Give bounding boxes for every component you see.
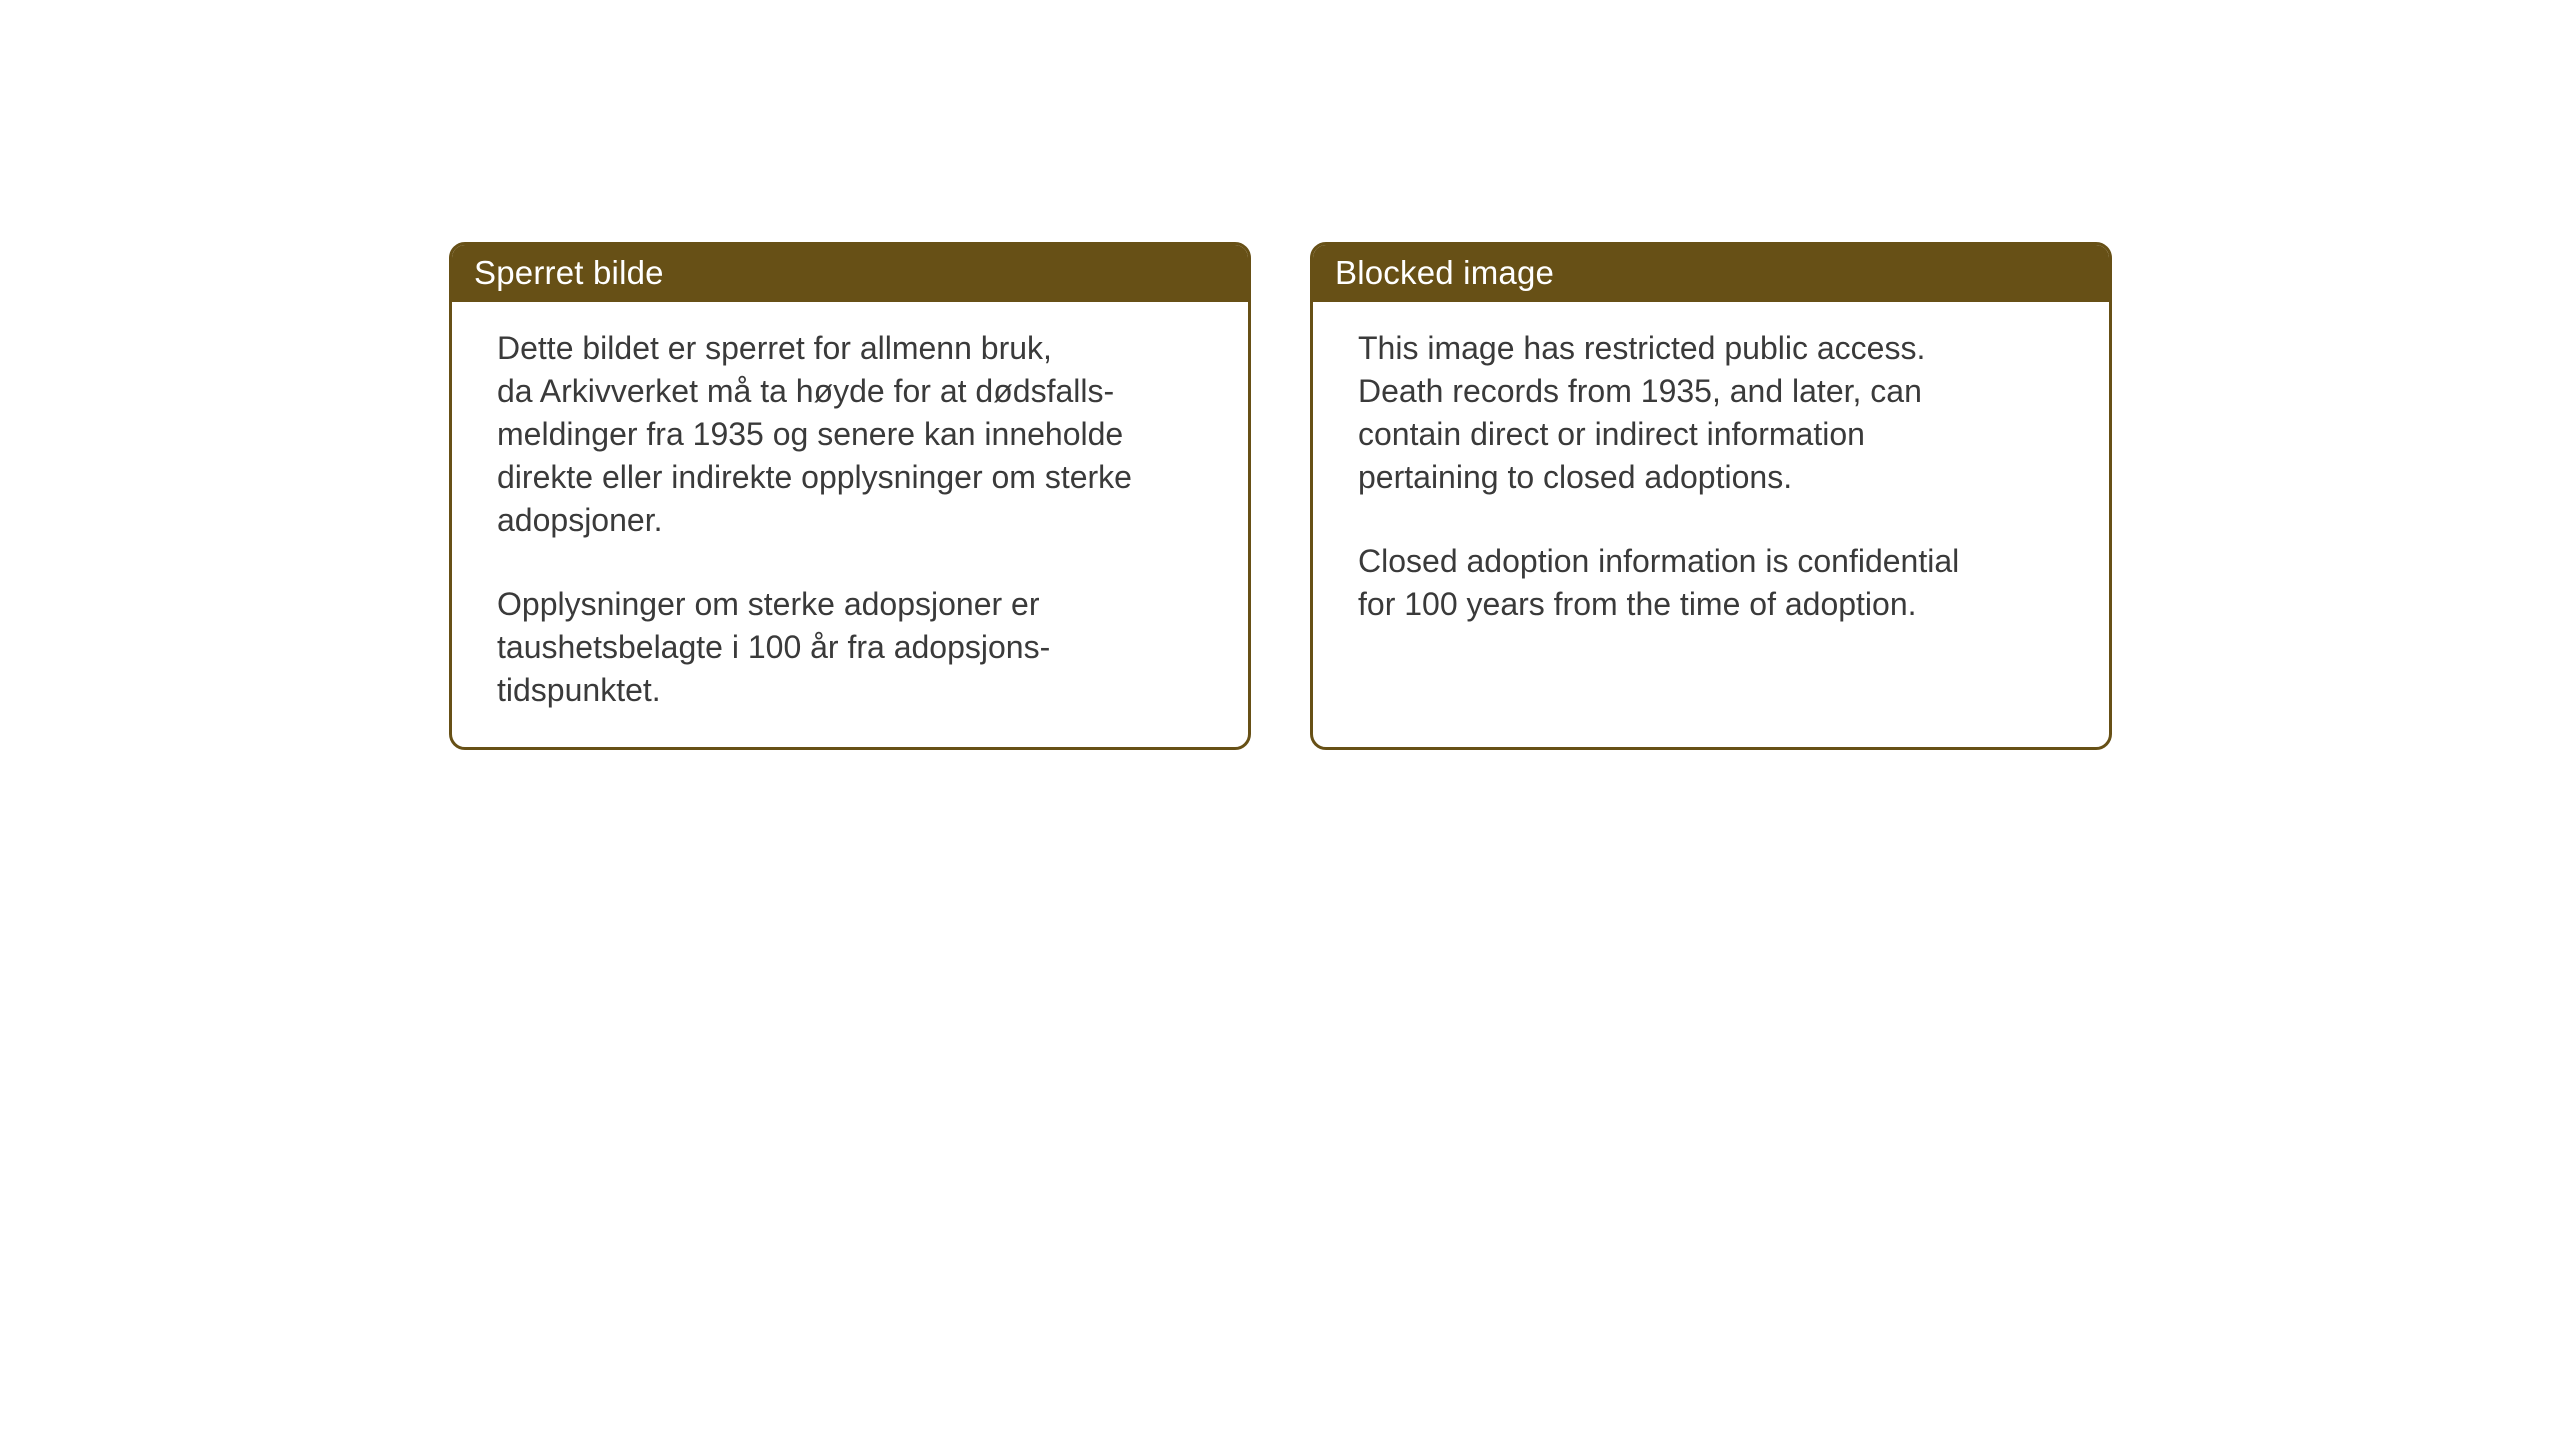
notice-line: pertaining to closed adoptions. — [1358, 459, 1793, 495]
notice-line: Opplysninger om sterke adopsjoner er — [497, 586, 1040, 622]
notice-paragraph — [1358, 540, 2073, 626]
notice-line: Closed adoption information is confidential — [1358, 543, 1960, 579]
notice-line: da Arkivverket må ta høyde for at dødsfalls- — [497, 373, 1115, 409]
notice-line: for 100 years from the time of adoption. — [1358, 586, 1917, 622]
notice-line: Dette bildet er sperret for allmenn bruk, — [497, 330, 1052, 366]
notice-line: tidspunktet. — [497, 672, 661, 708]
notice-title: Sperret bilde — [474, 253, 664, 291]
notice-header — [452, 245, 1248, 302]
notice-paragraph — [1358, 327, 2073, 499]
notice-title: Blocked image — [1335, 253, 1555, 291]
notice-line: direkte eller indirekte opplysninger om sterke — [497, 459, 1132, 495]
notice-header — [1313, 245, 2109, 302]
notice-body — [452, 302, 1248, 712]
notice-paragraph — [497, 583, 1212, 712]
notice-paragraph — [497, 327, 1212, 542]
notice-line: adopsjoner. — [497, 502, 663, 538]
notice-line: meldinger fra 1935 og senere kan inneholde — [497, 416, 1124, 452]
blocked-image-notice-english — [1310, 242, 2112, 750]
notice-line: contain direct or indirect information — [1358, 416, 1865, 452]
notice-line: Death records from 1935, and later, can — [1358, 373, 1922, 409]
blocked-image-notice-norwegian — [449, 242, 1251, 750]
notice-body — [1313, 302, 2109, 626]
notice-line: This image has restricted public access. — [1358, 330, 1926, 366]
notice-line: taushetsbelagte i 100 år fra adopsjons- — [497, 629, 1051, 665]
